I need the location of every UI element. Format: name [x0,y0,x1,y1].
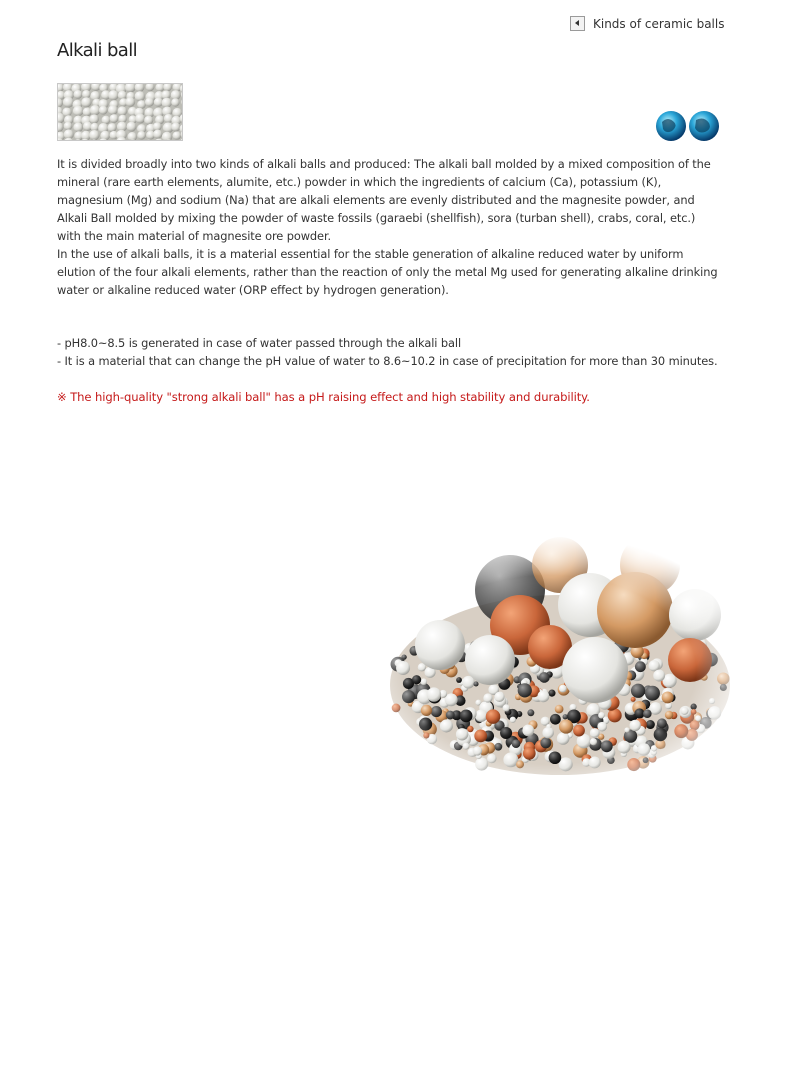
description [57,155,722,299]
bullet-list [57,334,747,370]
bullet-item: - pH8.0~8.5 is generated in case of water passed through the alkali ball [57,336,462,350]
highlight-note: ※ The high-quality "strong alkali ball" has a pH raising effect and high stability and durability. [57,390,590,404]
description-paragraph-2: In the use of alkali balls, it is a material essential for the stable generation of alkaline reduced water by uniform elution of the four alkali elements, rather than the reaction of only the metal Mg used for generating alkaline drinking water or alkaline reduced water (ORP effect by hydrogen generation). [57,247,718,297]
caret-left-icon[interactable] [570,16,585,31]
ceramic-balls-product-image [360,535,740,780]
bullet-item: - It is a material that can change the pH value of water to 8.6~10.2 in case of precipitation for more than 30 minutes. [57,354,718,368]
globe-icons [656,110,720,142]
back-link-kinds-of-ceramic-balls[interactable] [570,16,724,31]
description-paragraph-1: It is divided broadly into two kinds of alkali balls and produced: The alkali ball molded by a mixed composition of the mineral (rare earth elements, alumite, etc.) powder in which the ingredients of calcium (Ca), potassium (K), magnesium (Mg) and sodium (Na) that are alkali elements are evenly distributed and the magnesite powder, and Alkali Ball molded by mixing the powder of waste fossils (garaebi (shellfish), sora (turban shell), crabs, coral, etc.) with the main material of magnesite ore powder. [57,157,711,243]
white-alkali-balls-thumbnail [57,83,183,141]
back-link-label[interactable]: Kinds of ceramic balls [593,16,725,31]
page-title: Alkali ball [57,40,138,61]
